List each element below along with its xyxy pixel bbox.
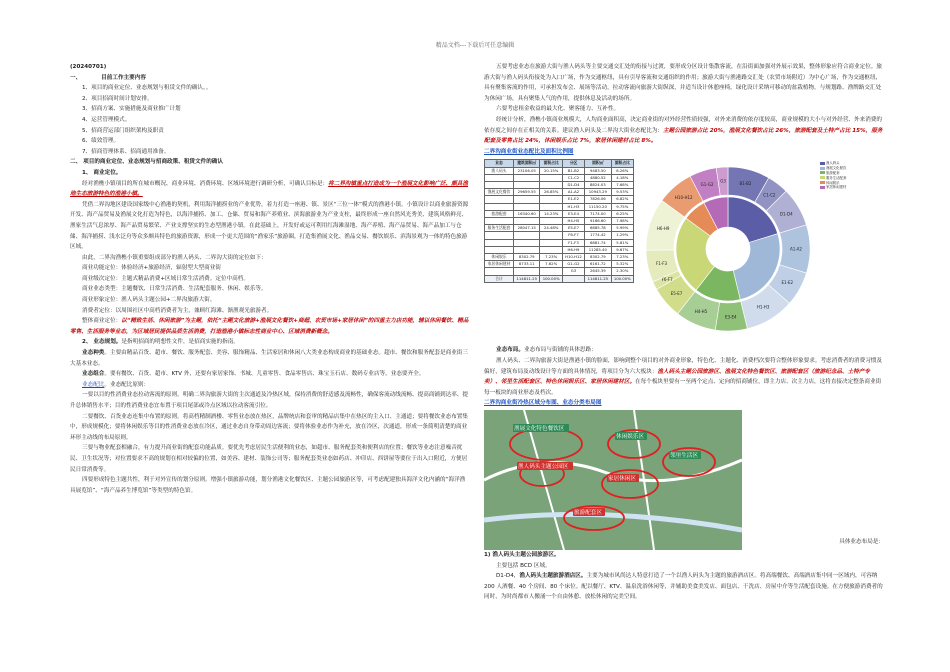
subsection-positioning: 1、 商业定位。 xyxy=(82,169,122,176)
table-cell: G1-G2 xyxy=(562,261,584,268)
pie-slice-label: B1-B2 xyxy=(739,181,752,187)
map-zone-label: 家居休闲区 xyxy=(608,475,636,482)
zones-text: 渔人码头、二界沟旅游大街是渔港小镇的脸面，影响到整个项目的对外商业形象，特色化、主题化、消费档次要符合整体形象要求。考虑消费者的消费习惯及偏好，建筑布局及动线设计等方面的具体情况，将项目分为六大板块： xyxy=(484,357,882,375)
table-cell: 家居休闲建材 xyxy=(485,261,514,268)
zones-highlight: 渔人码头主题公园旅游区、渔展文化特色餐饮区、旅游配套区（旅游纪念品、土特产专卖）、邻里生活配套区、特色休闲娱乐区、家居休闲建材区。 xyxy=(484,368,870,386)
stats-text: 经统计分析，渔樵小镇商业规模大，人均商业面积高，决定商业街的对外经营性质较强，对外来消费的依存度较高，商业规模的大小与对外经营、外来消费的依存度之间存在正相关的关系。建议渔人码头及二界沟大街业态配比为： xyxy=(484,116,882,134)
layout-text: 业态布局与街铺的具体思路： xyxy=(523,347,597,354)
table-cell xyxy=(485,196,514,203)
table-cell: 旅游配套 xyxy=(485,210,514,217)
table-cell xyxy=(540,196,562,203)
right-column xyxy=(484,62,884,603)
table-cell: H6-H9 xyxy=(562,246,584,253)
zone-1-code: D1-D4， xyxy=(496,573,520,580)
positioning-item: 商业级次定位：主题式精品消费+区域日常生活消费。定位中高档。 xyxy=(82,275,249,282)
list-item: 7、招商管理体系、招商通用准备。 xyxy=(82,148,170,155)
subsection-planning xyxy=(70,337,470,348)
table-cell: 29659.55 xyxy=(514,189,540,196)
table-row xyxy=(485,253,634,260)
legend-label: 旅游配套 xyxy=(826,170,840,175)
table-cell: 9166.60 xyxy=(585,217,611,224)
overall-highlight: 以“精致生活、休闲旅游”为主题，依托“主题文化旅游+渔展文化餐饮+商超、农贸市场+家居休闲”的四重主力店功能，辅以休闲餐饮、精品零售、生活服务等业态，为区域居民提供品质生活消费，打造渔港小镇标志性商业中心、区域消费新概念。 xyxy=(70,318,469,335)
figure2-title: 二界沟商业街冷热区域分布图、业态分类布局图 xyxy=(484,400,602,407)
table-row xyxy=(485,189,634,196)
table-cell: 16340.60 xyxy=(514,210,540,217)
map-zone-label: 邻里生活区 xyxy=(670,452,698,459)
table-cell: H1-H3 xyxy=(562,203,584,210)
pie-slice-label: D1-D4 xyxy=(779,211,793,217)
goal-highlight: 将二界沟镇重点打造成为一个渔展文化影响广泛、颇具渔地生态旅游特色的渔港小镇。 xyxy=(70,180,468,198)
table-cell xyxy=(540,239,562,246)
planning-title: 2、 业态规划。 xyxy=(82,339,122,346)
table-cell xyxy=(540,268,562,275)
list-item: 3、招商方案、实施措施及商业推广计划 xyxy=(82,106,181,113)
table-cell: 6.25% xyxy=(611,210,633,217)
section1-title: 目前工作主要内容 xyxy=(101,74,146,81)
table-cell: 8302.79 xyxy=(585,253,611,260)
types-label: 业态种类 xyxy=(82,350,105,357)
paragraph-goal xyxy=(70,179,470,200)
table-cell: 11285.40 xyxy=(585,246,611,253)
legend-swatch xyxy=(820,181,825,184)
table-cell: 1774.42 xyxy=(585,232,611,239)
table-cell: 4880.52 xyxy=(585,174,611,181)
table-cell: 24.48% xyxy=(540,225,562,232)
table-cell: E1-E2 xyxy=(562,196,584,203)
table-cell: D1-D4 xyxy=(562,181,584,188)
table-row xyxy=(485,167,634,174)
table-cell: 23106.05 xyxy=(514,167,540,174)
table-header-row xyxy=(485,160,634,167)
principle-5: 五要考虑业态在旅游大街与渔人码头等主要交通交汇处的衔接与过渡，要形成分区设计集散客流，在沿街面加强对外展示效果，整体形象应符合商业定位。旅游大街与渔人码头衔接处为入口广场，作为交通枢纽，具有引导客流和交通组织的作用；旅游大街与渔港路交汇处（农贸市场附近）为中心广场，作为交通枢纽，具有聚集客流的作用，可承担发布会、展场等活动，拉动客流向旅游大街纵深，并适当设计休憩座椅，绿化设计采纳可移动的盆栽植物。与规划路、渔牌路交汇处为休闲广场，具有聚集人气的作用，提供休息及活动的场所。 xyxy=(484,64,882,102)
zone-1-title: 1) 渔人码头主题公园旅游区。 xyxy=(484,551,560,558)
principle-4: 四要形成特色主题共性，利于对外宣传的划分原则。增强小镇旅游功能，划分渔港文化餐饮区、主题公园旅游区等，可考虑配建独具海洋文化内涵的“海洋渔具展览馆”、“海产品养生博览馆”等类型的特色馆。 xyxy=(70,477,466,494)
table-row xyxy=(485,225,634,232)
list-item: 5、招商营运部门组织架构及职责 xyxy=(82,127,164,134)
mix-text: 。要有餐饮、百货、超市、KTV 外，还要有家居家饰、书城、儿童零售、食品零售店、珠宝玉石店、数码专业店等，业态要齐全。 xyxy=(104,371,425,378)
table-cell xyxy=(485,174,514,181)
table-cell xyxy=(514,239,540,246)
table-cell: 9.53% xyxy=(611,189,633,196)
list-item: 4、运营管理模式。 xyxy=(82,116,131,123)
table-cell: 9.75% xyxy=(611,203,633,210)
table-row xyxy=(485,217,634,224)
map-zone-label: 旅游配套区 xyxy=(574,509,602,516)
table-cell: 8302.79 xyxy=(514,253,540,260)
pie-slice-label: G1-G2 xyxy=(700,182,714,188)
paragraph-layout xyxy=(484,345,884,356)
ratio-link[interactable]: 业态配比 xyxy=(82,381,105,388)
legend-label: 渔人码头 xyxy=(826,161,840,166)
ratio-figure xyxy=(484,159,884,345)
table-cell xyxy=(514,196,540,203)
table-cell: 8.26% xyxy=(611,167,633,174)
table-cell: 114811.25 xyxy=(585,275,611,282)
pie-slice-label: F1-F3 xyxy=(655,261,668,267)
table-cell: B1-B2 xyxy=(562,167,584,174)
table-cell: 6.82% xyxy=(611,196,633,203)
table-cell: F6-F7 xyxy=(562,232,584,239)
legend-swatch xyxy=(820,162,825,165)
table-cell: 20.15% xyxy=(540,167,562,174)
principle-2: 二要餐饮、百货业态连集中布置的原则。将高档精制酒楼、零售业态放在热区，品牌统店和套审的精品店集中在热区的主入口、主通道；要将餐饮业态布置集中，形成规模化；要将休闲娱乐等目的性消费业态放在冷区，通过业态自身带动周边客流；要将体验业态作为补充，放在冷区，次通道，形成一条简明清楚的商业环形主动线的布局原则。 xyxy=(70,413,468,441)
table-cell: 8733.11 xyxy=(514,261,540,268)
pie-slice-label: C1-C2 xyxy=(763,192,776,198)
table-cell xyxy=(514,181,540,188)
table-cell: 26.85% xyxy=(540,189,562,196)
section2-heading: 二、 项目的商业定位、业态规划与招商政策、租赁文件的确认 xyxy=(70,159,223,166)
table-cell: 7174.00 xyxy=(585,210,611,217)
list-item: 2、项目招商时间计划安排。 xyxy=(82,95,153,102)
legend-item xyxy=(820,185,882,190)
pie-slice-label: G3 xyxy=(720,179,726,185)
table-cell xyxy=(514,246,540,253)
table-cell: 4.18% xyxy=(611,174,633,181)
table-cell: 休闲娱乐 xyxy=(485,253,514,260)
table-cell xyxy=(485,203,514,210)
table-cell: 5.32% xyxy=(611,261,633,268)
mix-label: 业态组合 xyxy=(82,371,105,378)
watermark: 精品文档---下载后可任意编辑 xyxy=(435,42,515,49)
table-cell: 100.00% xyxy=(540,275,562,282)
table-header: 面积占比 xyxy=(611,160,633,167)
table-row xyxy=(485,196,634,203)
map-zone-label: 渔展文化特色餐饮区 xyxy=(514,425,565,432)
table-cell xyxy=(514,174,540,181)
layout-label: 业态布局。 xyxy=(496,347,524,354)
table-row xyxy=(485,210,634,217)
table-header: 分区 xyxy=(562,160,584,167)
table-cell xyxy=(540,217,562,224)
paragraph-zones xyxy=(484,356,884,398)
zone-map-figure xyxy=(484,410,884,550)
table-cell: 8824.03 xyxy=(585,181,611,188)
table-cell: 10943.29 xyxy=(585,189,611,196)
table-cell xyxy=(514,232,540,239)
section1-number: 一、 xyxy=(70,74,82,81)
table-cell xyxy=(562,275,584,282)
ratio-text: 。业态配比原则： xyxy=(104,381,150,388)
zone-1-desc: 主要为城市风尚达人特意打造了一个以渔人码头为主题的旅游酒店区。将高端餐饮、高端酒店集中同一区域内，可容纳 200 人酒餐、40 个房间、80 个床位。配以餐厅、KTV、温泉洗浴休闲等，并辅助美食美发店、面包店、干洗店、房屋中介等生活配套设施。在方便旅游消费者的同时，为时尚都市人搬涌一个自由休憩、放松休闲的完美空间。 xyxy=(484,573,883,601)
table-cell: 14.23% xyxy=(540,210,562,217)
table-cell: H10-H12 xyxy=(562,253,584,260)
table-cell: 7.23% xyxy=(540,253,562,260)
pie-legend xyxy=(820,161,882,190)
positioning-item: 商业业态类型：主题餐饮、日常生活消费、生活配套服务、休闲、娱乐等。 xyxy=(82,286,267,293)
zone-1-name: 渔人码头主题旅游酒店区。 xyxy=(519,573,587,580)
legend-swatch xyxy=(820,171,825,174)
table-cell: F1-F3 xyxy=(562,239,584,246)
map-zone-label: 渔人码头主题公园区 xyxy=(518,463,569,470)
principle-1: 一要以目的性消费业态拉动客流的原则。明确二界沟旅游大街的主次通道及冷热区域，保持消费的舒适感及流畅性，确保客流动线流畅、提高商铺到达率、提升总体销售水平；目的性消费业态宜布置于项目尾部或冷点区域以拉动客流引位。 xyxy=(70,392,468,409)
table-cell xyxy=(514,203,540,210)
stats-highlight: 主题公园旅游占比 20%，渔展文化餐饮占比 26%，旅游配套及土特产占比 15%，服务配套及零售占比 24%，休闲娱乐占比 7%，家居休闲建材占比 8%。 xyxy=(484,127,883,145)
table-cell: 7.62% xyxy=(540,261,562,268)
table-cell: 7.68% xyxy=(611,181,633,188)
map-caption: 具体业态布局是： xyxy=(839,539,884,546)
principle-3: 三要与物业配套相融合，有力提升商业街的配套功能品质。要优先考虑居民生活便利的业态，如超市、服务配套类和便利店的位置；餐饮等业态注意噪音扰民、卫生状况等；对位置要求不高的规划在相对较偏的位置，如美容、建材、装饰公司等；服务配套类业态如药店、冲印店、西饼屋等要位于出入口附近，方便居民日常消费等。 xyxy=(70,445,468,473)
table-cell xyxy=(540,181,562,188)
zone-1-scope: 主要包括 BCD 区域。 xyxy=(496,562,551,569)
table-header: 面积㎡ xyxy=(585,160,611,167)
table-cell: G3 xyxy=(562,268,584,275)
table-cell: 2.30% xyxy=(611,268,633,275)
table-cell: 7.98% xyxy=(611,217,633,224)
left-column xyxy=(70,62,470,496)
zone-1-detail xyxy=(484,571,884,603)
table-cell xyxy=(540,246,562,253)
paragraph-intro: 由此，二界沟渔樵小镇重要组成部分的渔人码头、二界沟大街的定位如下： xyxy=(82,254,267,261)
overall-label: 整体商业定位： xyxy=(82,318,122,325)
table-cell: E3-E4 xyxy=(562,210,584,217)
types-text: 。主要由精品百货、超市、餐饮、服务配套、美容、服饰精品、生活家居和休闲八大类业态构成商业的基础业态。超市、餐饮和服务配套是商业街三大基本业态。 xyxy=(70,350,468,367)
table-cell xyxy=(540,203,562,210)
pie-slice-label: H1-H3 xyxy=(756,305,770,311)
table-cell xyxy=(514,217,540,224)
table-cell: 6885.78 xyxy=(585,225,611,232)
table-header: 建筑面积㎡ xyxy=(514,160,540,167)
paragraph-ratio xyxy=(70,380,470,391)
table-cell: A1-A2 xyxy=(562,189,584,196)
pie-slice-label: E3-E4 xyxy=(724,314,737,320)
table-row xyxy=(485,239,634,246)
table-row xyxy=(485,275,634,282)
table-cell xyxy=(485,181,514,188)
work-items-list xyxy=(70,83,470,157)
list-item: 6、绩效管理。 xyxy=(82,138,120,145)
table-cell: 5.99% xyxy=(611,225,633,232)
table-cell: 7.23% xyxy=(611,253,633,260)
figure1-title: 二界沟商业街业态配比及面积比例图 xyxy=(484,148,574,155)
list-item: 1、项目的商业定位、业态规划与租赁文件的确认。。 xyxy=(82,85,212,92)
table-row xyxy=(485,268,634,275)
table-row xyxy=(485,181,634,188)
ratio-table xyxy=(484,159,634,282)
paragraph-stats xyxy=(484,115,884,147)
goal-text: 经对渔樵小镇项目的所在城市概况、商业环境、消费环境、区域环境进行调研分析，可确认目标是： xyxy=(82,180,329,187)
table-cell: 114811.25 xyxy=(514,275,540,282)
positioning-item: 商业功能定位：体验经济+旅游经济，辐射型大型商业街 xyxy=(82,265,221,272)
paragraph-mix xyxy=(70,369,470,380)
planning-desc: 是指明招商的明想性文件，是招商实施的指南。 xyxy=(121,339,239,346)
pie-slice-label: H6-H9 xyxy=(656,226,670,232)
table-cell: 2645.39 xyxy=(585,268,611,275)
legend-label: 服务生活配套 xyxy=(826,175,847,180)
table-row xyxy=(485,232,634,239)
ratio-table-body xyxy=(485,167,634,282)
table-cell: 6161.72 xyxy=(585,261,611,268)
table-cell xyxy=(485,246,514,253)
table-header: 面积占比 xyxy=(540,160,562,167)
table-cell: 1.29% xyxy=(611,232,633,239)
table-cell: 9483.50 xyxy=(585,167,611,174)
table-cell xyxy=(485,217,514,224)
table-cell: 合计 xyxy=(485,275,514,282)
pie-slice-label: E5-E7 xyxy=(670,291,683,297)
section1-heading xyxy=(70,73,470,84)
legend-label: 渔展文化餐饮 xyxy=(826,166,847,171)
table-cell: C1-C2 xyxy=(562,174,584,181)
table-cell: 渔展文化餐饮 xyxy=(485,189,514,196)
consumer-positioning: 消费者定位：以周围社区中高档消费者为主，兼顾红海滩、渐渔观光旅游者。 xyxy=(82,307,273,314)
table-cell xyxy=(540,174,562,181)
legend-swatch xyxy=(820,167,825,170)
table-cell: 6881.74 xyxy=(585,239,611,246)
legend-label: 休闲娱乐 xyxy=(826,180,840,185)
table-row xyxy=(485,246,634,253)
table-cell xyxy=(540,232,562,239)
zone-map-image xyxy=(484,410,742,550)
legend-label: 家居休闲建材 xyxy=(826,185,847,190)
table-cell xyxy=(485,232,514,239)
table-cell: E5-E7 xyxy=(562,225,584,232)
principle-6: 六要考虑租金收益的最大化、聚客能力、互补性。 xyxy=(496,106,620,113)
ratio-pie-chart xyxy=(638,159,818,339)
table-cell xyxy=(514,268,540,275)
table-cell: 渔人码头 xyxy=(485,167,514,174)
zones-tail: 在每个板块里要有一至两个定点、定向的招商铺位，即主力店、次主力店，这将直接决定整条商业街每一板块的商业形态及档次。 xyxy=(484,379,882,396)
table-cell xyxy=(485,268,514,275)
legend-swatch xyxy=(820,186,825,189)
table-cell xyxy=(485,239,514,246)
pie-slice-label: E1-E2 xyxy=(781,280,794,286)
table-cell: 5.81% xyxy=(611,239,633,246)
pie-slice-label: F6-F7 xyxy=(661,277,673,283)
paragraph-types xyxy=(70,348,470,369)
table-row xyxy=(485,203,634,210)
table-cell: 7826.06 xyxy=(585,196,611,203)
table-row xyxy=(485,261,634,268)
positioning-item: 商业形象定位：渔人码头主题公园+二界沟旅游大街。 xyxy=(82,297,216,304)
table-header: 业态 xyxy=(485,160,514,167)
table-cell: H4-H5 xyxy=(562,217,584,224)
paragraph-concept: 凭借二界沟地区建设国家级中心渔港的契机，利用海洋捕捞业的产业优势，着力打造一座港、镇、景区“三位一体”模式的渔港小镇。小镇设计以商业旅游资源开发、海产品贸易及渔展文化打造为特色，以海洋捕捞、加工、仓储、贸易和海产养殖业、滨海旅游业为产业支柱，最终形成一座自然风光秀美、建筑风格鲜亮、渔家生活气息浓厚、海产品贸易繁荣、产业支撑坚实的生态型渔港小镇。在此基础上，开发好或运可利用红海滩湿地、海产养殖、海产品贸易、海产品加工与仓储、海洋捕捞、浅水泛舟等众多颇具特色的旅游资源，形成一个更大范围的“渔家乐”旅游圈，打造集渔展文化、渔品交易、餐饮娱乐、滨海景观为一体的特色旅游区域。 xyxy=(70,201,469,251)
legend-swatch xyxy=(820,176,825,179)
pie-slice-label: A1-A2 xyxy=(790,246,802,252)
table-cell: 28047.15 xyxy=(514,225,540,232)
pie-slice-label: H10-H12 xyxy=(674,195,693,201)
doc-date: (20240701) xyxy=(70,64,107,70)
table-cell: 服务生活配套 xyxy=(485,225,514,232)
table-row xyxy=(485,174,634,181)
table-cell: 100.00% xyxy=(611,275,633,282)
pie-center xyxy=(708,229,748,269)
table-cell: 11150.20 xyxy=(585,203,611,210)
overall-positioning xyxy=(70,316,470,337)
pie-slice-label: H4-H5 xyxy=(694,309,708,315)
table-cell: 9.67% xyxy=(611,246,633,253)
map-zone-label: 休闲娱乐区 xyxy=(616,433,644,440)
